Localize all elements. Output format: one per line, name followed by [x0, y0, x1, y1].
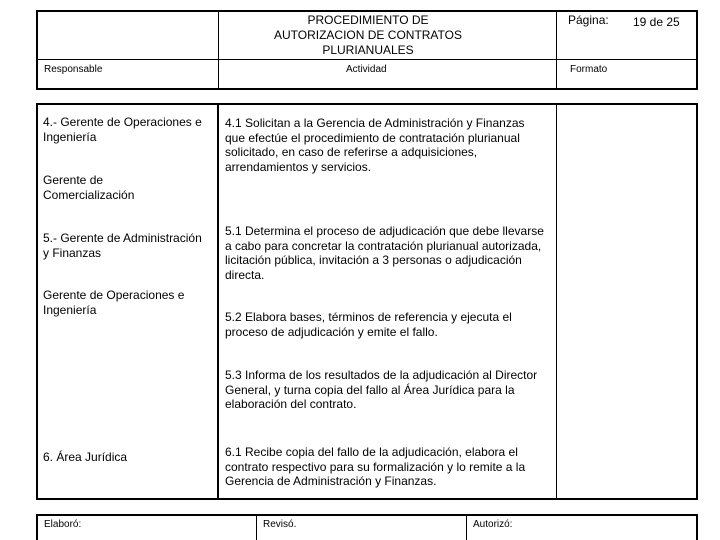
responsable-gerente-operaciones: Gerente de Operaciones e Ingeniería	[43, 288, 185, 317]
body-divider-left	[217, 103, 219, 500]
responsable-gerente-comercializacion: Gerente de Comercialización	[43, 173, 135, 202]
responsable-4: 4.- Gerente de Operaciones e Ingeniería	[43, 115, 202, 144]
column-header-responsable: Responsable	[44, 64, 103, 75]
column-header-formato: Formato	[570, 64, 608, 75]
actividad-5-1: 5.1 Determina el proceso de adjudicación que debe llevarse a cabo para concretar la contratación plurianual autorizada, licitación pública, invitación a 3 personas o adjudicación directa.	[225, 224, 544, 282]
actividad-5-2: 5.2 Elabora bases, términos de referencia y ejecuta el proceso de adjudicación y emite el fallo.	[225, 310, 512, 339]
page-number: 19 de 25	[633, 15, 680, 29]
title-line-2: AUTORIZACION DE CONTRATOS	[273, 28, 462, 42]
document-title	[218, 13, 518, 58]
responsable-6: 6. Área Jurídica	[43, 450, 128, 464]
header-row-divider	[36, 59, 698, 60]
title-line-1: PROCEDIMIENTO DE	[307, 13, 429, 27]
body-divider-right	[556, 103, 557, 500]
footer-divider-1	[256, 514, 257, 540]
responsable-5: 5.- Gerente de Administración y Finanzas	[43, 231, 202, 260]
column-header-actividad: Actividad	[346, 64, 387, 75]
footer-reviso: Revisó.	[263, 519, 297, 530]
page-label: Página:	[568, 13, 609, 27]
header-divider-right	[556, 10, 557, 90]
footer-elaboro: Elaboró:	[44, 519, 82, 530]
footer-autorizo: Autorizó:	[473, 519, 513, 530]
actividad-6-1: 6.1 Recibe copia del fallo de la adjudicación, elabora el contrato respectivo para su formalización y lo remite a la Gerencia de Administración y Finanzas.	[225, 445, 526, 488]
title-line-3: PLURIANUALES	[322, 43, 414, 57]
actividad-5-3: 5.3 Informa de los resultados de la adjudicación al Director General, y turna copia del fallo al Área Jurídica para la elaboración del contrato.	[225, 368, 538, 411]
footer-box	[36, 514, 698, 540]
footer-divider-2	[466, 514, 467, 540]
actividad-4-1: 4.1 Solicitan a la Gerencia de Administración y Finanzas que efectúe el procedimiento de contratación plurianual solicitado, en caso de referirse a adquisiciones, arrendamientos y servicios.	[225, 116, 525, 174]
